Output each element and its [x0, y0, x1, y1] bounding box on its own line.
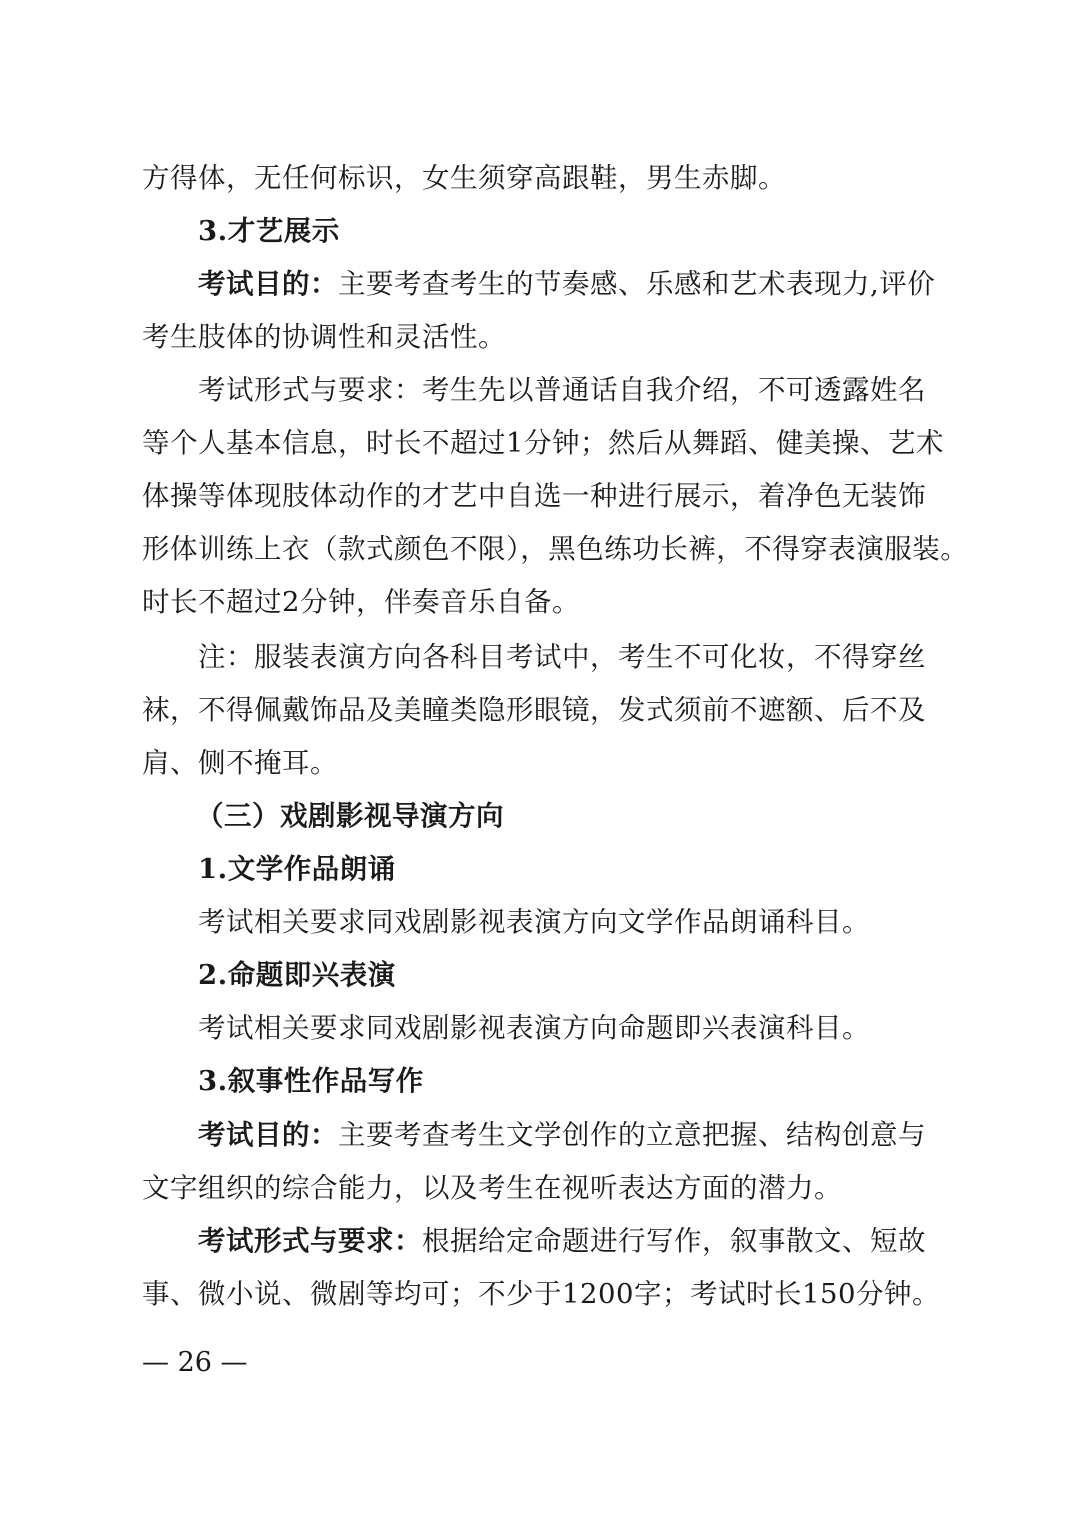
paragraph-line: 考试相关要求同戏剧影视表演方向文学作品朗诵科目。 — [198, 906, 870, 938]
paragraph-line: 形体训练上衣（款式颜色不限），黑色练功长裤，不得穿表演服装。 — [142, 533, 969, 565]
section-heading-recitation: 1.文学作品朗诵 — [198, 853, 396, 885]
label-exam-purpose: 考试目的： — [198, 268, 338, 300]
paragraph-line: 肩、侧不掩耳。 — [142, 747, 338, 779]
section-heading-narrative-writing: 3.叙事性作品写作 — [198, 1065, 424, 1097]
paragraph-line: 袜，不得佩戴饰品及美瞳类隐形眼镜，发式须前不遮额、后不及 — [142, 694, 926, 726]
paragraph-line: 时长不超过2分钟，伴奏音乐自备。 — [142, 586, 580, 618]
label-exam-format: 考试形式与要求： — [198, 1225, 422, 1257]
label-exam-purpose: 考试目的： — [198, 1119, 338, 1151]
paragraph-line: 等个人基本信息，时长不超过1分钟；然后从舞蹈、健美操、艺术 — [142, 427, 944, 459]
line-text: 主要考查考生文学创作的立意把握、结构创意与 — [338, 1119, 926, 1151]
paragraph-line: 考生肢体的协调性和灵活性。 — [142, 321, 506, 353]
line-text: 主要考查考生的节奏感、乐感和艺术表现力,评价 — [338, 268, 936, 300]
section-heading-improv: 2.命题即兴表演 — [198, 959, 396, 991]
section-heading-directing: （三）戏剧影视导演方向 — [196, 800, 504, 832]
paragraph-line: 方得体，无任何标识，女生须穿高跟鞋，男生赤脚。 — [142, 162, 786, 194]
paragraph-line: 体操等体现肢体动作的才艺中自选一种进行展示，着净色无装饰 — [142, 480, 926, 512]
paragraph-line: 考试形式与要求：考生先以普通话自我介绍，不可透露姓名 — [198, 374, 926, 406]
paragraph-line: 事、微小说、微剧等均可；不少于1200字；考试时长150分钟。 — [142, 1278, 940, 1310]
paragraph-line — [198, 264, 1018, 304]
paragraph-line — [198, 1221, 1018, 1261]
section-heading-talent-show: 3.才艺展示 — [198, 215, 340, 247]
paragraph-line: 考试相关要求同戏剧影视表演方向命题即兴表演科目。 — [198, 1012, 870, 1044]
paragraph-line: 注：服装表演方向各科目考试中，考生不可化妆，不得穿丝 — [198, 641, 926, 673]
paragraph-line — [198, 1115, 1018, 1155]
line-text: 根据给定命题进行写作，叙事散文、短故 — [422, 1225, 926, 1257]
paragraph-line: 文字组织的综合能力，以及考生在视听表达方面的潜力。 — [142, 1172, 842, 1204]
page-number: — 26 — — [142, 1347, 248, 1378]
